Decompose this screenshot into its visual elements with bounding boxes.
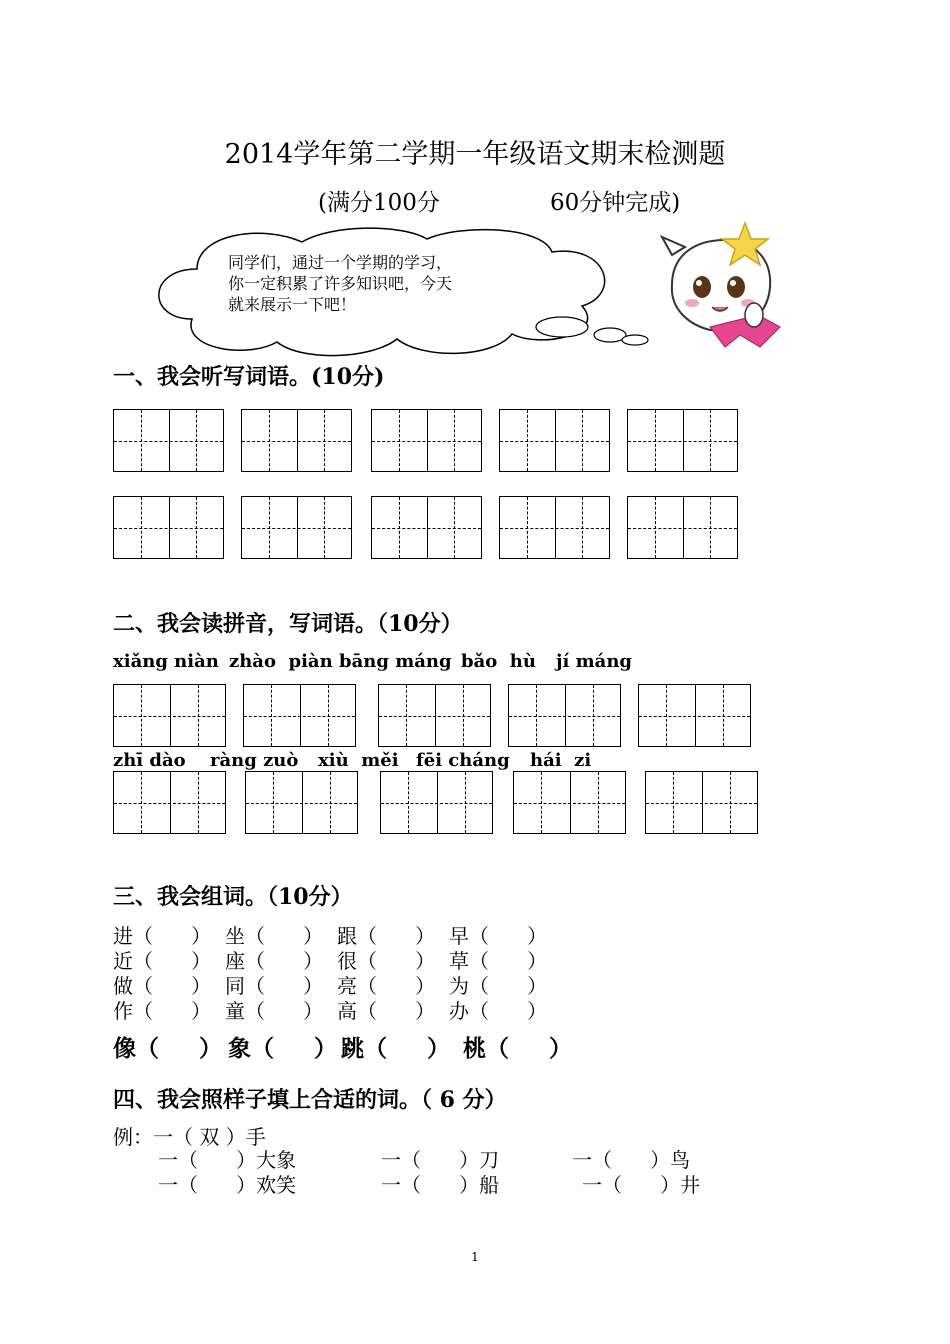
compose-item: 办（ ） [449, 999, 548, 1023]
section4-heading: 四、我会照样子填上合适的词。（ 6 分） [113, 1087, 507, 1113]
compose-item-large: 桃（ ） [463, 1036, 573, 1062]
dictation-grid-6[interactable] [113, 496, 224, 559]
dictation-grid-4[interactable] [499, 409, 610, 472]
compose-item: 为（ ） [449, 974, 548, 998]
pinyin-grid-9[interactable] [513, 771, 626, 834]
measure-word-item: 一（ ）刀 [381, 1148, 500, 1172]
pinyin-grid-1[interactable] [113, 684, 226, 747]
compose-item: 作（ ） [113, 999, 212, 1023]
dictation-grid-10[interactable] [627, 496, 738, 559]
pinyin-3: bāng máng [339, 651, 452, 672]
section1-heading: 一、我会听写词语。(10分) [113, 364, 385, 390]
pinyin-grid-5[interactable] [638, 684, 751, 747]
compose-item: 座（ ） [225, 949, 324, 973]
pinyin-9: fēi cháng [416, 750, 510, 771]
measure-word-item: 一（ ）船 [381, 1173, 500, 1197]
dictation-grid-5[interactable] [627, 409, 738, 472]
compose-item: 童（ ） [225, 999, 324, 1023]
subtitle-score: (满分100分 [318, 190, 440, 216]
compose-item: 亮（ ） [337, 974, 436, 998]
pinyin-grid-6[interactable] [113, 771, 226, 834]
dictation-grid-2[interactable] [241, 409, 352, 472]
compose-item: 早（ ） [449, 924, 548, 948]
measure-word-item: 一（ ）井 [582, 1173, 701, 1197]
compose-item: 跟（ ） [337, 924, 436, 948]
compose-item: 很（ ） [337, 949, 436, 973]
section2-heading: 二、我会读拼音，写词语。（10分） [113, 611, 463, 637]
page-title: 2014学年第二学期一年级语文期末检测题 [224, 139, 726, 170]
section4-example: 例：一（ 双 ）手 [113, 1125, 266, 1149]
pinyin-8: xiù měi [318, 750, 399, 771]
compose-item: 进（ ） [113, 924, 212, 948]
compose-item: 草（ ） [449, 949, 548, 973]
compose-item-large: 像（ ） [113, 1036, 223, 1062]
pinyin-4: bǎo hù [461, 651, 536, 672]
compose-item-large: 象（ ） [228, 1036, 338, 1062]
mascot-cat-illustration [650, 215, 785, 350]
compose-item: 近（ ） [113, 949, 212, 973]
dictation-grid-3[interactable] [371, 409, 482, 472]
measure-word-item: 一（ ）欢笑 [158, 1173, 297, 1197]
pinyin-grid-4[interactable] [508, 684, 621, 747]
pinyin-grid-8[interactable] [380, 771, 493, 834]
dictation-grid-7[interactable] [241, 496, 352, 559]
pinyin-grid-10[interactable] [645, 771, 758, 834]
pinyin-1: xiǎng niàn [113, 651, 219, 672]
measure-word-item: 一（ ）大象 [158, 1148, 297, 1172]
measure-word-item: 一（ ）鸟 [572, 1148, 691, 1172]
pinyin-6: zhī dào [113, 750, 186, 771]
pinyin-2: zhào piàn [229, 651, 333, 672]
dictation-grid-1[interactable] [113, 409, 224, 472]
compose-item-large: 跳（ ） [341, 1036, 451, 1062]
pinyin-7: ràng zuò [210, 750, 299, 771]
pinyin-10: hái zi [530, 750, 592, 771]
compose-item: 同（ ） [225, 974, 324, 998]
bubble-text: 同学们，通过一个学期的学习， 你一定积累了许多知识吧，今天 就来展示一下吧！ [228, 253, 453, 314]
section3-heading: 三、我会组词。（10分） [113, 884, 353, 910]
subtitle-time: 60分钟完成) [550, 190, 681, 216]
compose-item: 坐（ ） [225, 924, 324, 948]
pinyin-grid-7[interactable] [245, 771, 358, 834]
compose-item: 高（ ） [337, 999, 436, 1023]
dictation-grid-8[interactable] [371, 496, 482, 559]
pinyin-grid-2[interactable] [243, 684, 356, 747]
compose-item: 做（ ） [113, 974, 212, 998]
pinyin-grid-3[interactable] [378, 684, 491, 747]
dictation-grid-9[interactable] [499, 496, 610, 559]
page-number: 1 [471, 1250, 479, 1264]
pinyin-5: jí máng [556, 651, 632, 672]
